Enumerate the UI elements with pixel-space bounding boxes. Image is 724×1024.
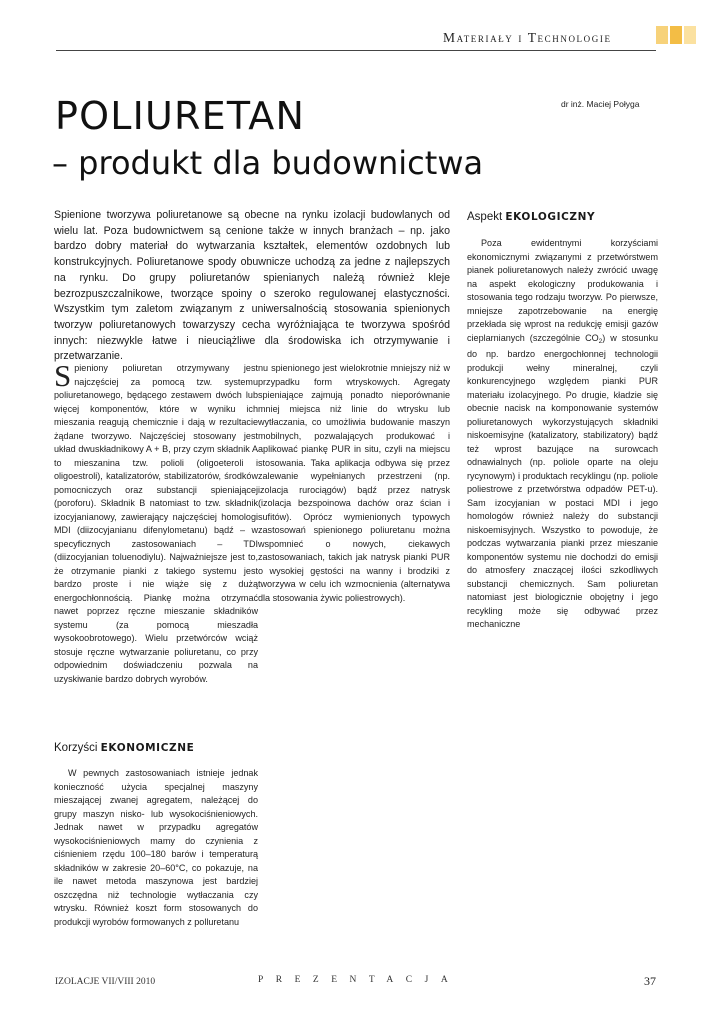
accent-square-2 [670,26,682,44]
economic-column [54,767,258,929]
section-heading-ecological [467,211,595,223]
ecological-text-a: Poza ewidentnymi korzyściami ekonomicznymi związanymi z przetwórstwem pianek poliuretanowych należy zwrócić uwagę na aspekt ekologiczny produkowania i stosowania tego rodzaju tworzyw. Po pierwsze, mniejsze zapotrzebowanie na energię przekłada się wprost na redukcję emisji gazów cieplarnianych (szczególnie CO [467,238,658,343]
header-rule [56,50,656,51]
body-column-3 [467,237,658,632]
page-number: 37 [644,974,656,988]
author-name: dr inż. Maciej Połyga [561,99,640,109]
body-column-2 [258,362,450,605]
accent-square-3 [684,26,696,44]
article-title: POLIURETAN [55,94,306,138]
article-subtitle: – produkt dla budownictwa [52,144,484,182]
footer-section-label: PREZENTACJA [258,975,461,985]
column-2-paragraph: nu spienionego jest wielokrotnie mniejszy niż w przypadku form wtryskowych. Agregaty spieniające zajmują ponadto nieporównanie mniej miejsca niż linie do wtrysku lub wytłaczania, co umożliwia budowanie maszyn mobilnych, pozwalających produkować i aplikować piankę PUR in situ, czyli na miejscu stosowania. Taka aplikacja odbywa się przez zalewanie wypełnianych przestrzeni (np. izolacja rurociągów) bądź przez natrysk (izolacja bezspoinowa dachów oraz ścian i sufitów). Oprócz wymienionych typowych zastosowań spienionego poliuretanu można wspomnieć o nowych, ciekawych zastosowaniach, takich jak natrysk pianki PUR o wysokiej gęstości na wanny i brodziki z tworzywa w celu ich wzmocnienia (alternatywa dla stosowania żywic poliestrowych). [258,363,450,603]
section-title: Materiały i Technologie [443,30,612,45]
intro-text: pieniony poliuretan otrzymywany jest najczęściej za pomocą tzw. systemu poliuretanowego, będącego zestawem dwóch lub więcej komponentów, które w wyniku ich mieszania reagują chemicznie i dają w rezultacie żądane tworzywo. Najczęściej stosowany jest układ dwuskładnikowy A + B, przy czym składnik A to mieszanina tzw. polioli (oligoeteroli i oligoestroli), katalizatorów, stabilizatorów, środków pomocniczych oraz substancji spieniającej (poroforu). Składnik B natomiast to tzw. składnik izocyjanianowy, zawierający najczęściej homologi MDI (diizocyjanianu difenylometanu) bądź – w specyficznych zastosowaniach – TDI (diizocyjanian toluenodiylu). Najważniejsze jest to, że otrzymanie pianki z takiego systemu jest bardzo proste i nie wiąże się z dużą energochłonnością. Piankę można otrzymać nawet poprzez ręczne mieszanie składników systemu (za pomocą mieszadła wysokoobrotowego). Wielu przetwórców wciąż stosuje ręczne wytwarzanie poliuretanu, co przy odpowiednim doświadczeniu pozwala na uzyskiwanie bardzo dobrych wyrobów. [54,363,258,684]
ecological-text-b: ) w stosunku do np. bardzo energochłonnej technologii produkcji wełny mineralnej, czyli konkurencyjnego względem pianki PUR materiału izolacyjnego. Po drugie, kładzie się obecnie nacisk na komponowanie systemów poliuretanowych wykorzystujących składniki niskoemisyjne (katalizatory, stabilizatory) bądź też wprost bazujące na surowcach odnawialnych (np. poliole oparte na oleju rycynowym) i produktach recyklingu (np. poliole poliestrowe z przetwórstwa odpadów PET-u). Sam izocyjanian w postaci MDI i jego homologów również należy do substancji niskoemisyjnych. Wszystko to powoduje, że podczas wytwarzania pianki przez mieszanie komponentów systemu nie dochodzi do emisji do atmosfery znaczącej ilości szkodliwych substancji chemicznych. Sam poliuretan natomiast jest biologicznie obojętny i jego recykling może się odbywać przez mechaniczne [467,332,658,629]
section-heading-economic [54,742,194,754]
heading-label-bold: EKOLOGICZNY [505,211,596,223]
footer-issue: IZOLACJE VII/VIII 2010 [55,977,156,987]
body-column-1 [54,358,258,686]
accent-square-1 [656,26,668,44]
economic-paragraph: W pewnych zastosowaniach istnieje jednak konieczność użycia specjalnej maszyny mieszającej zwanej agregatem, należącej do grupy maszyn nisko- lub wysokociśnieniowych. Jednak nawet w przypadku agregatów wysokociśnieniowych mamy do czynienia z ciśnieniem rzędu 100–180 barów i temperaturą składników w zakresie 20–60°C, co pokazuje, na ile nawet metoda maszynowa jest bardziej oszczędna niż technologie wytłaczania czy wtrysku. Również koszt form stosowanych do produkcji wyrobów formowanych z polluretanu [54,768,258,927]
heading-label: Korzyści [54,742,98,754]
ecological-paragraph [467,237,658,632]
heading-label: Aspekt [467,211,503,223]
heading-label-bold: EKONOMICZNE [100,742,195,754]
intro-paragraph [54,358,258,686]
lead-paragraph: Spienione tworzywa poliuretanowe są obecne na rynku izolacji budowlanych od wielu lat. Poza budownictwem są cenione także w innych branżach – np. jako bardzo dobry materiał do wytwarzania kształtek, elementów ozdobnych lub konstrukcyjnych. Poliuretanowe spody obuwnicze uchodzą za jedne z najlepszych na rynku. Do grupy poliuretanów spienianych należą również kleje bezrozpuszczalnikowe, tworzące spoiny o szeroko regulowanej elastyczności. Wszystkim tym zaletom związanym z uniwersalnością stosowania spienionych tworzyw poliuretanowych towarzyszy cecha wyróżniająca te tworzywa spośród innych: niezwykle łatwe i nieuciążliwe dla środowiska ich otrzymywanie i przetwarzanie. [54,209,450,363]
co2-subscript: 2 [598,337,603,345]
drop-cap: S [54,358,72,393]
